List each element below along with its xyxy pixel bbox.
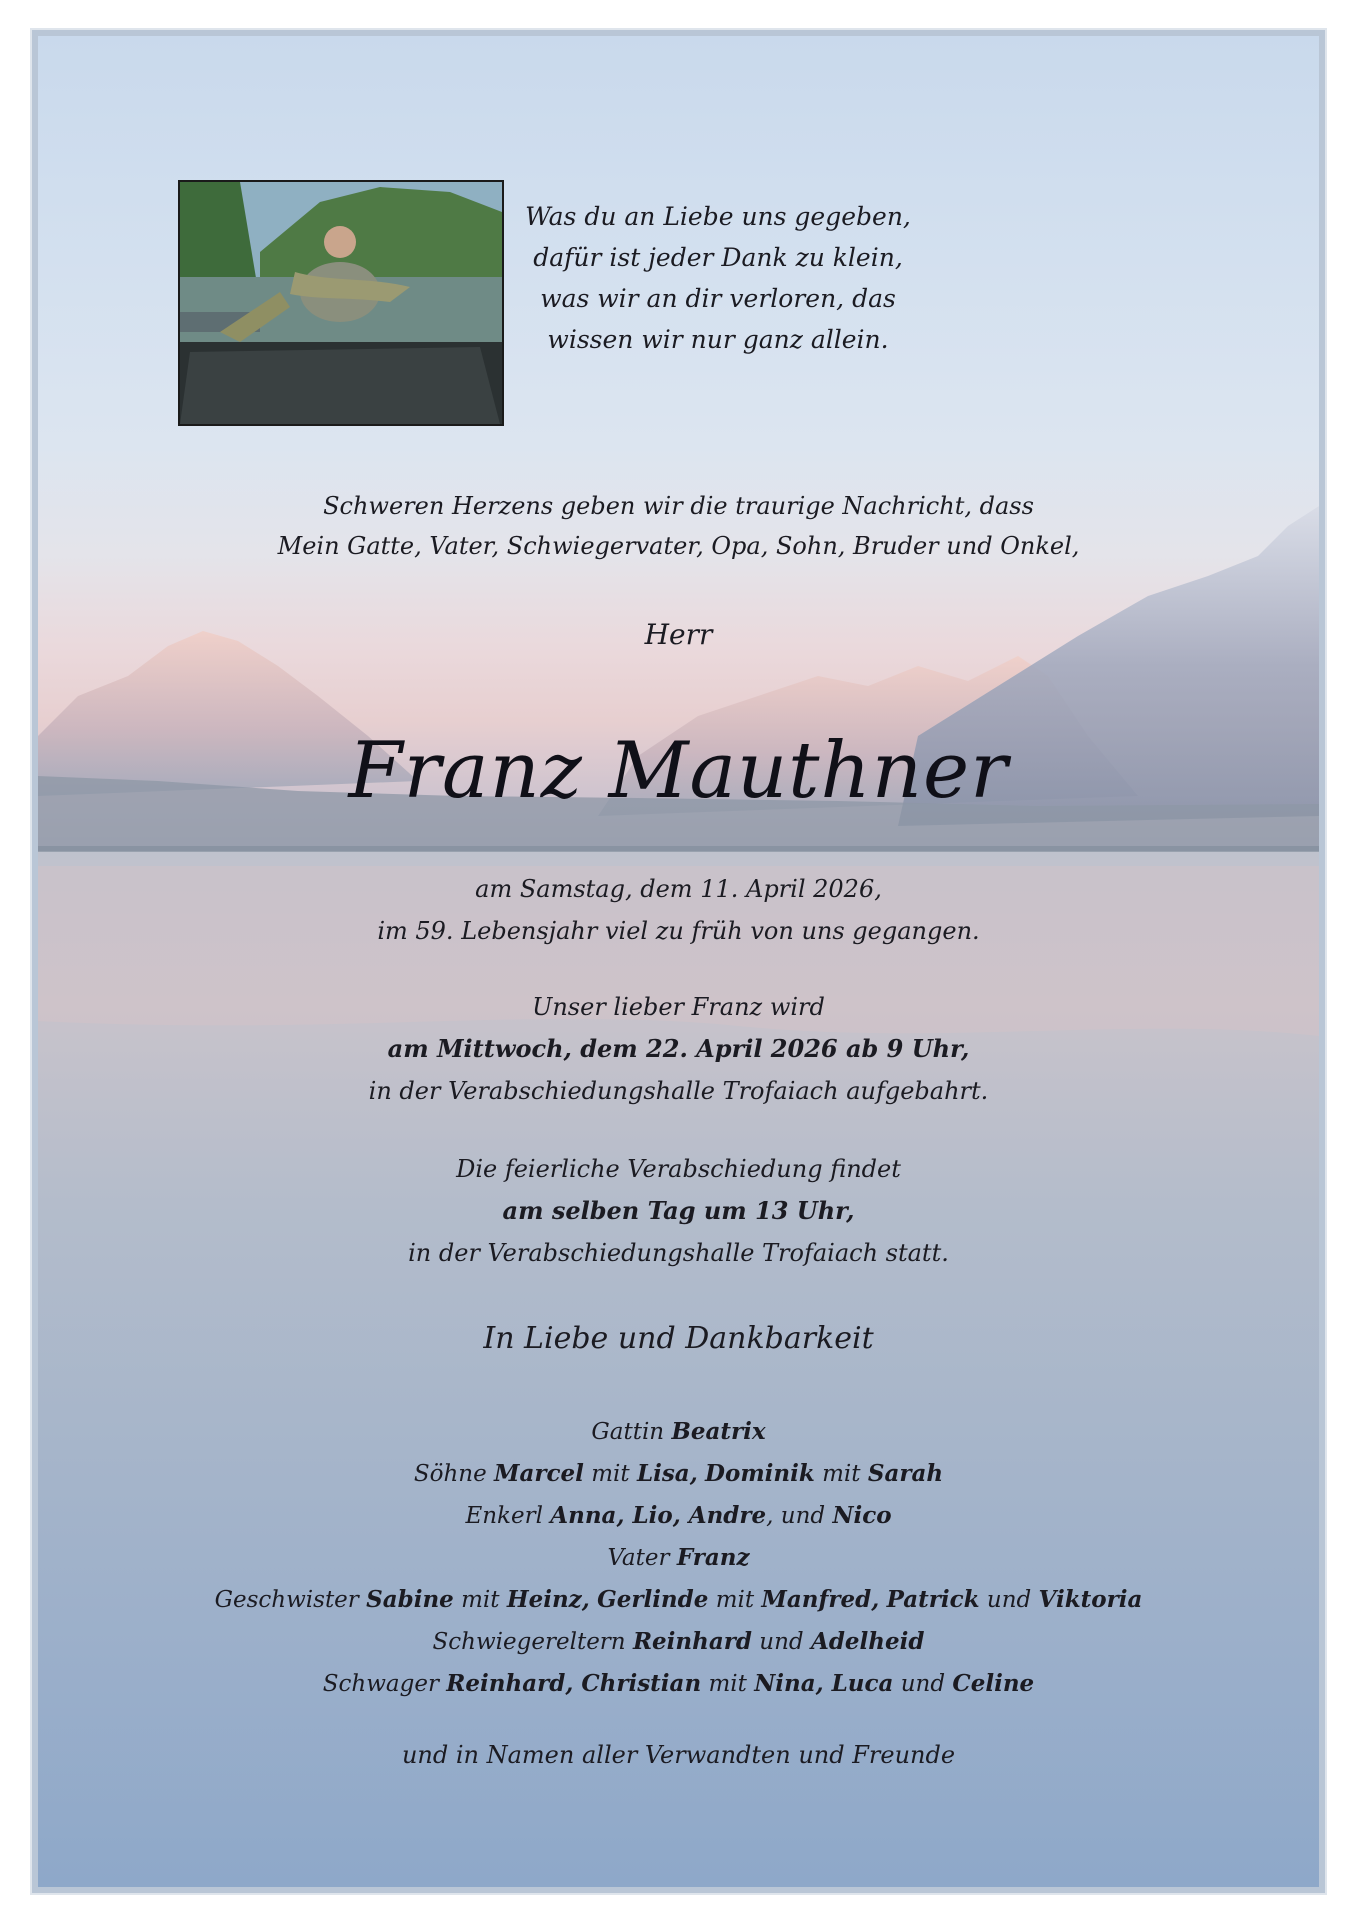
wake-line: Unser lieber Franz wird <box>532 993 825 1021</box>
family-member: Beatrix <box>671 1418 766 1445</box>
family-connector: mit <box>461 1587 500 1613</box>
announcement-line: Mein Gatte, Vater, Schwiegervater, Opa, Sohn, Bruder und Onkel, <box>277 532 1080 560</box>
verse-line: was wir an dir verloren, das <box>540 284 896 313</box>
death-age-line: im 59. Lebensjahr viel zu früh von uns gegangen. <box>377 917 980 945</box>
obituary-content <box>38 36 1319 1887</box>
family-member: Heinz, <box>506 1586 590 1613</box>
family-member: Reinhard, Christian <box>446 1670 702 1697</box>
family-connector: mit <box>591 1461 630 1487</box>
farewell-location: in der Verabschiedungshalle Trofaiach statt. <box>408 1239 949 1267</box>
family-connector: und <box>986 1587 1032 1613</box>
family-grandchildren <box>38 1495 1319 1537</box>
announcement <box>38 486 1319 566</box>
family-father <box>38 1537 1319 1579</box>
announcement-line: Schweren Herzens geben wir die traurige Nachricht, dass <box>323 492 1034 520</box>
family-label: Vater <box>607 1545 670 1571</box>
death-notice <box>38 868 1319 952</box>
family-connector: mit <box>715 1587 755 1613</box>
family-list <box>38 1411 1319 1705</box>
memorial-verse <box>518 196 918 360</box>
family-member: Gerlinde <box>597 1586 709 1613</box>
farewell-info <box>38 1148 1319 1274</box>
family-connector: und <box>900 1671 946 1697</box>
obituary-card <box>32 30 1325 1893</box>
wake-info <box>38 986 1319 1112</box>
deceased-name: Franz Mauthner <box>348 726 1009 816</box>
family-label: Schwager <box>322 1671 439 1697</box>
closing-line: und in Namen aller Verwandten und Freunde <box>401 1741 956 1769</box>
deceased-photo <box>178 180 504 426</box>
family-member: Adelheid <box>810 1628 925 1655</box>
family-label: Enkerl <box>465 1503 543 1529</box>
family-connector: und <box>759 1629 804 1655</box>
family-member: Marcel <box>494 1460 584 1487</box>
family-label: Schwiegereltern <box>432 1629 626 1655</box>
family-inlaws <box>38 1621 1319 1663</box>
family-label: Geschwister <box>214 1587 359 1613</box>
verse-line: dafür ist jeder Dank zu klein, <box>533 243 903 272</box>
family-member: Nico <box>832 1502 892 1529</box>
family-connector: mit <box>822 1461 861 1487</box>
family-member: Viktoria <box>1038 1586 1143 1613</box>
family-siblings <box>38 1579 1319 1621</box>
family-member: Reinhard <box>632 1628 752 1655</box>
family-wife <box>38 1411 1319 1453</box>
family-label: Söhne <box>413 1461 487 1487</box>
verse-line: wissen wir nur ganz allein. <box>547 325 889 354</box>
verse-line: Was du an Liebe uns gegeben, <box>525 202 911 231</box>
salutation: Herr <box>644 618 713 651</box>
family-member: Dominik <box>705 1460 815 1487</box>
family-sons <box>38 1453 1319 1495</box>
family-label: Gattin <box>591 1419 665 1445</box>
family-member: Franz <box>676 1544 750 1571</box>
family-member: Celine <box>952 1670 1035 1697</box>
farewell-time: am selben Tag um 13 Uhr, <box>502 1196 855 1225</box>
family-member: Sabine <box>366 1586 454 1613</box>
family-connector: mit <box>708 1671 747 1697</box>
family-connector: , und <box>766 1503 826 1529</box>
family-member: Anna, Lio, Andre <box>550 1502 767 1529</box>
photo-illustration <box>180 182 502 424</box>
family-member: Nina, Luca <box>754 1670 894 1697</box>
family-member: Manfred, <box>761 1586 880 1613</box>
signoff: In Liebe und Dankbarkeit <box>483 1321 874 1356</box>
wake-location: in der Verabschiedungshalle Trofaiach aufgebahrt. <box>368 1077 989 1105</box>
family-member: Patrick <box>886 1586 980 1613</box>
family-member: Lisa, <box>636 1460 698 1487</box>
farewell-line: Die feierliche Verabschiedung findet <box>456 1155 901 1183</box>
wake-date: am Mittwoch, dem 22. April 2026 ab 9 Uhr, <box>387 1034 970 1063</box>
family-brothers-in-law <box>38 1663 1319 1705</box>
family-member: Sarah <box>867 1460 944 1487</box>
death-date-line: am Samstag, dem 11. April 2026, <box>475 875 882 903</box>
